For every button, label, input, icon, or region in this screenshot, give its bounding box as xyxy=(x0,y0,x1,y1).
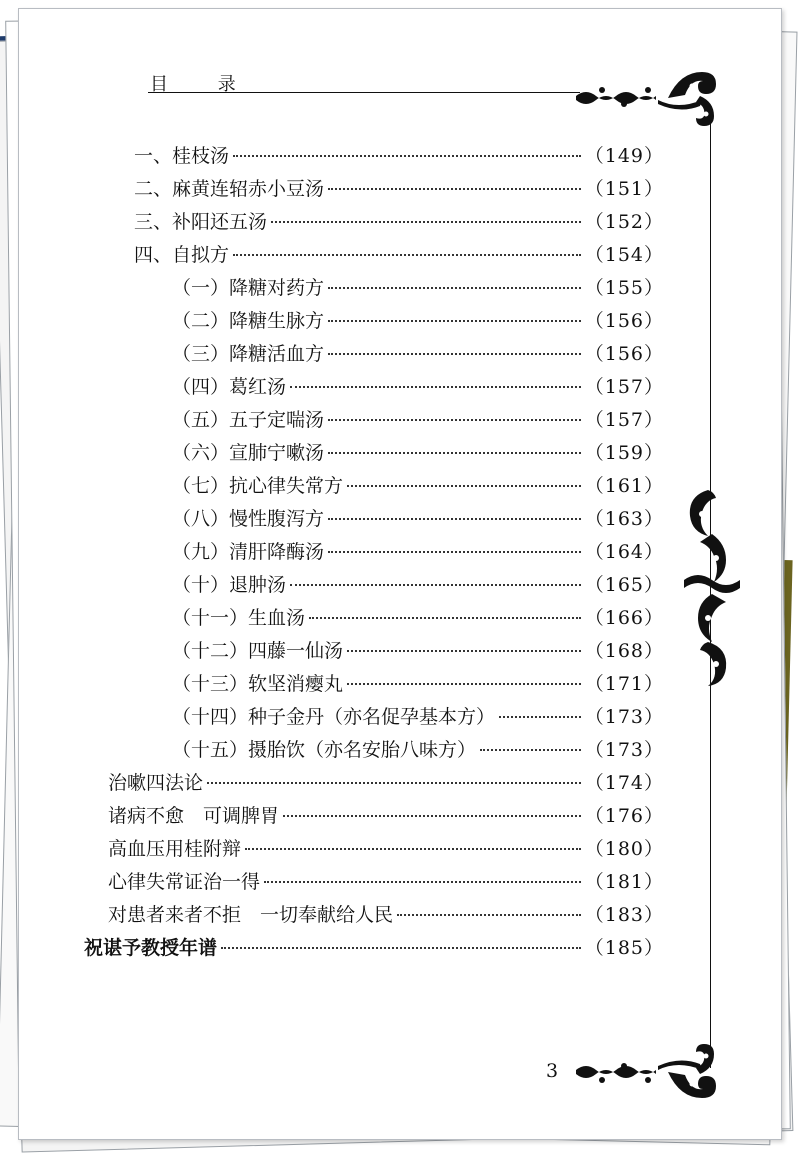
toc-entry-page: （171） xyxy=(584,672,664,695)
toc-entry-page: （183） xyxy=(584,903,664,926)
header-rule xyxy=(148,92,580,93)
toc-entry-title: （三）降糖活血方 xyxy=(172,342,325,365)
toc-entry-page: （149） xyxy=(584,144,664,167)
toc-entry-page: （185） xyxy=(584,936,664,959)
dot-leader xyxy=(347,650,581,652)
dot-leader xyxy=(207,782,581,784)
toc-entry[interactable] xyxy=(172,369,664,401)
dot-leader xyxy=(233,254,581,256)
corner-ornament-bottom xyxy=(572,1040,722,1106)
toc-entry-page: （181） xyxy=(584,870,664,893)
toc-entry-page: （173） xyxy=(584,705,664,728)
dot-leader xyxy=(328,320,581,322)
toc-entry-page: （174） xyxy=(584,771,664,794)
toc-entry-title: （十一）生血汤 xyxy=(172,606,306,629)
toc-entry-title: 一、桂枝汤 xyxy=(134,144,230,167)
toc-entry-page: （151） xyxy=(584,177,664,200)
toc-entry[interactable] xyxy=(172,501,664,533)
dot-leader xyxy=(271,221,581,223)
toc-entry-title: （一）降糖对药方 xyxy=(172,276,325,299)
toc-entry-page: （168） xyxy=(584,639,664,662)
toc-entry-title: （十五）摄胎饮（亦名安胎八味方） xyxy=(172,738,477,761)
toc-entry-title: 治嗽四法论 xyxy=(108,771,204,794)
toc-entry-page: （166） xyxy=(584,606,664,629)
toc-entry[interactable] xyxy=(172,567,664,599)
toc-entry[interactable] xyxy=(134,204,664,236)
dot-leader xyxy=(397,914,581,916)
toc-entry-page: （156） xyxy=(584,309,664,332)
toc-entry-title: （九）清肝降酶汤 xyxy=(172,540,325,563)
toc-entry[interactable] xyxy=(134,138,664,170)
toc-entry-title: （十）退肿汤 xyxy=(172,573,287,596)
dot-leader xyxy=(233,155,581,157)
toc-entry[interactable] xyxy=(172,633,664,665)
toc-entry-page: （154） xyxy=(584,243,664,266)
toc-entry-page: （163） xyxy=(584,507,664,530)
toc-entry-title: （二）降糖生脉方 xyxy=(172,309,325,332)
dot-leader xyxy=(245,848,581,850)
toc-entry-page: （155） xyxy=(584,276,664,299)
toc-entry-page: （152） xyxy=(584,210,664,233)
toc-entry-title: （六）宣肺宁嗽汤 xyxy=(172,441,325,464)
toc-entry[interactable] xyxy=(84,930,664,962)
toc-entry-title: （四）葛红汤 xyxy=(172,375,287,398)
toc-entry[interactable] xyxy=(108,765,664,797)
toc-entry-page: （165） xyxy=(584,573,664,596)
dot-leader xyxy=(264,881,581,883)
toc-entry-page: （173） xyxy=(584,738,664,761)
toc-entry[interactable] xyxy=(134,237,664,269)
toc-entry-page: （161） xyxy=(584,474,664,497)
toc-entry[interactable] xyxy=(172,468,664,500)
dot-leader xyxy=(309,617,581,619)
toc-entry[interactable] xyxy=(172,666,664,698)
toc-entry-title: （七）抗心律失常方 xyxy=(172,474,344,497)
toc-entry[interactable] xyxy=(108,864,664,896)
side-ornament xyxy=(678,488,748,688)
dot-leader xyxy=(499,716,581,718)
toc-entry-title: （十三）软坚消瘿丸 xyxy=(172,672,344,695)
toc-entry[interactable] xyxy=(134,171,664,203)
toc-entry-page: （164） xyxy=(584,540,664,563)
dot-leader xyxy=(347,683,581,685)
toc-entry[interactable] xyxy=(172,303,664,335)
dot-leader xyxy=(283,815,581,817)
corner-ornament-top xyxy=(572,66,722,130)
toc-entry[interactable] xyxy=(172,336,664,368)
dot-leader xyxy=(347,485,581,487)
toc-entry-page: （157） xyxy=(584,375,664,398)
toc-entry[interactable] xyxy=(172,699,664,731)
toc-entry-page: （157） xyxy=(584,408,664,431)
toc-entry-title: 祝谌予教授年谱 xyxy=(84,936,218,959)
toc-entry[interactable] xyxy=(108,897,664,929)
toc-entry-title: 诸病不愈 可调脾胃 xyxy=(108,804,280,827)
dot-leader xyxy=(328,353,581,355)
toc-entry[interactable] xyxy=(172,534,664,566)
toc-entry-page: （176） xyxy=(584,804,664,827)
toc-entry-title: 二、麻黄连轺赤小豆汤 xyxy=(134,177,325,200)
toc-entry-page: （156） xyxy=(584,342,664,365)
toc-entry-page: （180） xyxy=(584,837,664,860)
dot-leader xyxy=(290,584,581,586)
dot-leader xyxy=(480,749,581,751)
dot-leader xyxy=(328,518,581,520)
toc-entry-title: （五）五子定喘汤 xyxy=(172,408,325,431)
toc-entry[interactable] xyxy=(172,402,664,434)
dot-leader xyxy=(328,419,581,421)
toc-entry-title: 四、自拟方 xyxy=(134,243,230,266)
dot-leader xyxy=(328,188,581,190)
toc-entry-page: （159） xyxy=(584,441,664,464)
toc-entry-title: 心律失常证治一得 xyxy=(108,870,261,893)
dot-leader xyxy=(328,551,581,553)
dot-leader xyxy=(290,386,581,388)
toc-entry[interactable] xyxy=(108,798,664,830)
dot-leader xyxy=(328,452,581,454)
toc-entry-title: 对患者来者不拒 一切奉献给人民 xyxy=(108,903,394,926)
toc-entry-title: （十二）四藤一仙汤 xyxy=(172,639,344,662)
dot-leader xyxy=(328,287,581,289)
header-title: 目 录 xyxy=(150,74,258,95)
toc-entry[interactable] xyxy=(172,270,664,302)
toc-entry-title: 高血压用桂附辩 xyxy=(108,837,242,860)
toc-entry-title: （八）慢性腹泻方 xyxy=(172,507,325,530)
dot-leader xyxy=(221,947,581,949)
toc-entry[interactable] xyxy=(172,600,664,632)
toc-entry-title: （十四）种子金丹（亦名促孕基本方） xyxy=(172,705,496,728)
page-number: 3 xyxy=(546,1060,559,1082)
toc-entry[interactable] xyxy=(172,435,664,467)
toc-entry[interactable] xyxy=(172,732,664,764)
toc-entry[interactable] xyxy=(108,831,664,863)
toc-entry-title: 三、补阳还五汤 xyxy=(134,210,268,233)
